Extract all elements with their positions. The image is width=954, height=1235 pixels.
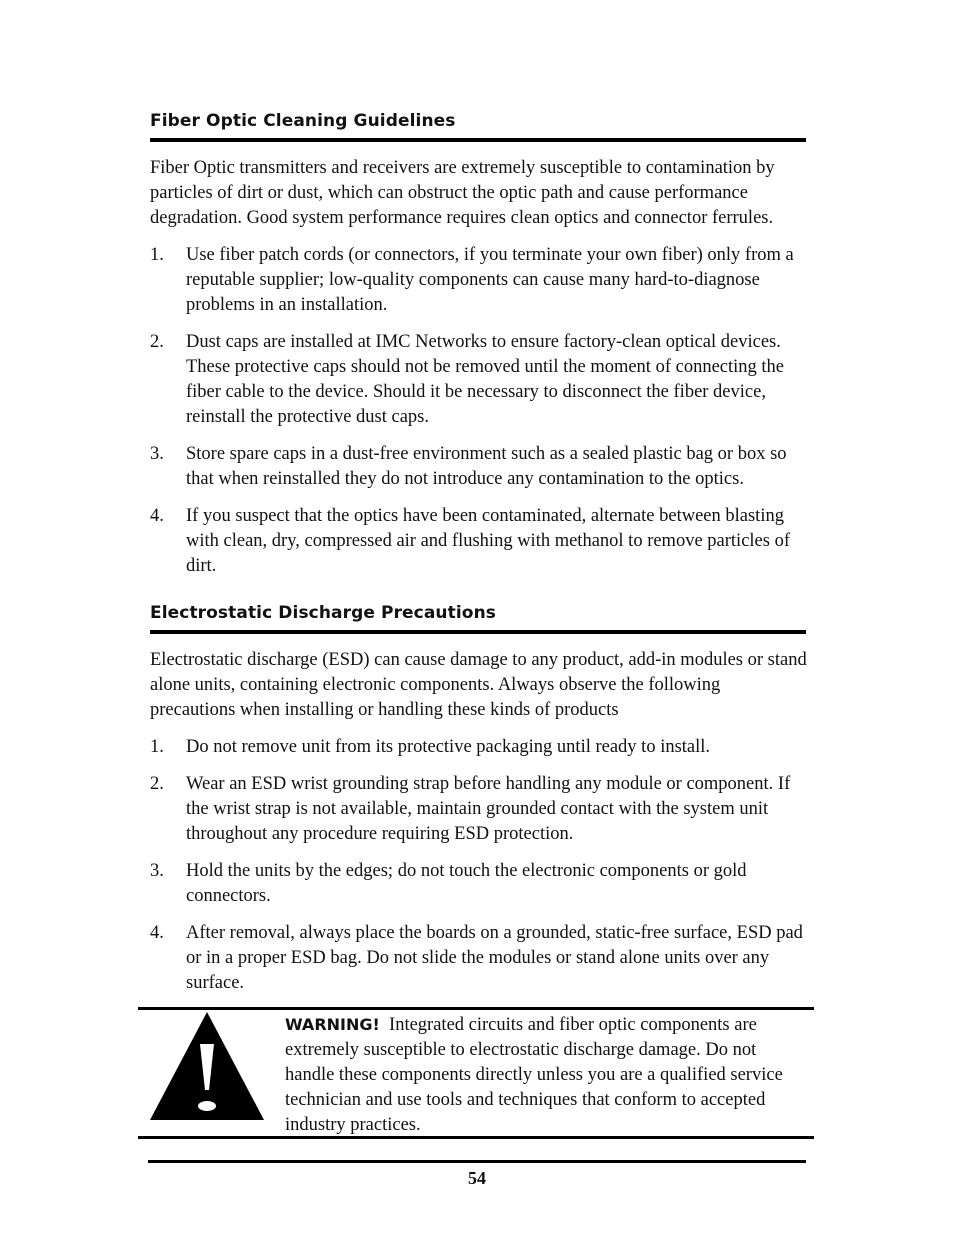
list-item-text: Hold the units by the edges; do not touch the electronic components or gold connectors. <box>186 861 747 906</box>
page-number: 54 <box>468 1168 486 1188</box>
list-item-number: 4. <box>150 923 164 943</box>
warning-message <box>285 1012 810 1138</box>
list-item-text: Store spare caps in a dust-free environment such as a sealed plastic bag or box so that when reinstalled they do not introduce any contamination to the optics. <box>186 444 787 489</box>
list-item-number: 1. <box>150 737 164 757</box>
warning-bottom-rule <box>138 1136 814 1139</box>
list-item-number: 3. <box>150 444 164 464</box>
list-item-text: After removal, always place the boards on a grounded, static-free surface, ESD pad or in a proper ESD bag. Do not slide the modules or stand alone units over any surface. <box>186 923 803 993</box>
list-item-number: 1. <box>150 245 164 265</box>
list-item-text: Dust caps are installed at IMC Networks to ensure factory-clean optical devices. These protective caps should not be removed until the moment of connecting the fiber cable to the device. Should it be necessary to disconnect the fiber device, reinstall the protective dust caps. <box>186 332 784 427</box>
section-heading-esd: Electrostatic Discharge Precautions <box>150 603 496 623</box>
section-intro-paragraph: Electrostatic discharge (ESD) can cause damage to any product, add-in modules or stand alone units, containing electronic components. Always observe the following precautions when installing or handling these kinds of products <box>150 650 807 720</box>
list-item-number: 3. <box>150 861 164 881</box>
warning-label: WARNING! <box>285 1015 380 1034</box>
section-heading-fiber-optic: Fiber Optic Cleaning Guidelines <box>150 111 456 131</box>
footer-rule <box>148 1160 806 1163</box>
list-item-number: 2. <box>150 332 164 352</box>
list-item-text: Use fiber patch cords (or connectors, if you terminate your own fiber) only from a reputable supplier; low-quality components can cause many hard-to-diagnose problems in an installation. <box>186 245 794 315</box>
list-item-text: Do not remove unit from its protective packaging until ready to install. <box>186 737 711 757</box>
list-item-text: Wear an ESD wrist grounding strap before handling any module or component. If the wrist strap is not available, maintain grounded contact with the system unit throughout any procedure requiring ESD protection. <box>186 774 791 844</box>
list-item-number: 4. <box>150 506 164 526</box>
warning-text: Integrated circuits and fiber optic components are extremely susceptible to electrostatic discharge damage. Do not handle these components directly unless you are a qualified service technician and use tools and techniques that conform to accepted industry practices. <box>285 1015 783 1135</box>
section-rule <box>150 138 806 142</box>
list-item-number: 2. <box>150 774 164 794</box>
warning-triangle-icon <box>148 1010 266 1122</box>
list-item-text: If you suspect that the optics have been contaminated, alternate between blasting with clean, dry, compressed air and flushing with methanol to remove particles of dirt. <box>186 506 790 576</box>
section-rule <box>150 630 806 634</box>
section-intro-paragraph: Fiber Optic transmitters and receivers are extremely susceptible to contamination by particles of dirt or dust, which can obstruct the optic path and cause performance degradation. Good system performance requires clean optics and connector ferrules. <box>150 158 775 228</box>
